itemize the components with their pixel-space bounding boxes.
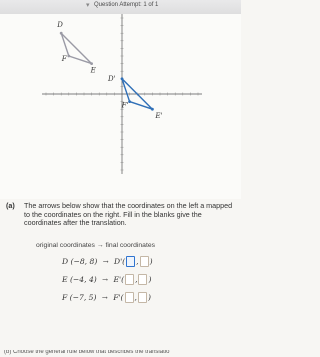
- question-text: The arrows below show that the coordinates on the left a mapped to the coordinates on the right. Fill in the blanks give the coordinates after the translation.: [24, 201, 233, 228]
- arrow-right-icon: →: [102, 257, 109, 266]
- vertex-label: F': [121, 101, 129, 110]
- vertex-point: [128, 100, 131, 103]
- mapping-row-f: F (−7, 5) → F'( , ): [62, 293, 151, 302]
- vertex-point: [151, 108, 154, 111]
- answer-input-d-x[interactable]: [126, 256, 135, 267]
- target-label: F'(: [113, 293, 124, 302]
- original-coordinate: D (−8, 8): [62, 257, 98, 266]
- mapping-header: original coordinates → final coordinates: [36, 242, 156, 249]
- mapping-row-d: D (−8, 8) → D'( , ): [62, 257, 153, 266]
- part-b-text: (b) Choose the general rule below that describes the translatio: [4, 350, 170, 355]
- question-part-b: [0, 350, 241, 357]
- vertex-point: [60, 32, 63, 35]
- part-label: (a): [6, 201, 15, 210]
- answer-input-f-y[interactable]: [138, 292, 147, 303]
- vertex-label: E: [90, 66, 96, 75]
- question-header-bar: [0, 0, 241, 15]
- vertex-label: D': [108, 74, 116, 83]
- answer-input-d-y[interactable]: [140, 256, 149, 267]
- original-coordinate: E (−4, 4): [62, 275, 97, 284]
- vertex-point: [90, 62, 93, 65]
- chevron-down-icon[interactable]: ▾: [86, 2, 90, 9]
- question-part-a: [6, 202, 238, 228]
- vertex-label: D: [57, 21, 63, 30]
- graph-svg: [0, 14, 241, 199]
- original-coordinate: F (−7, 5): [62, 293, 97, 302]
- attempt-title: Question Attempt: 1 of 1: [94, 2, 159, 8]
- coordinate-graph: [0, 14, 241, 199]
- vertex-point: [67, 55, 70, 58]
- vertex-point: [121, 77, 124, 80]
- mapping-row-e: E (−4, 4) → E'( , ): [62, 275, 152, 284]
- target-label: E'(: [113, 275, 125, 284]
- arrow-right-icon: →: [101, 293, 108, 302]
- vertex-label: F: [61, 55, 67, 63]
- answer-input-e-y[interactable]: [138, 274, 147, 285]
- target-label: D'(: [114, 257, 126, 266]
- answer-input-e-x[interactable]: [125, 274, 134, 285]
- answer-input-f-x[interactable]: [125, 292, 134, 303]
- arrow-right-icon: →: [102, 275, 109, 284]
- vertex-label: E': [155, 112, 163, 121]
